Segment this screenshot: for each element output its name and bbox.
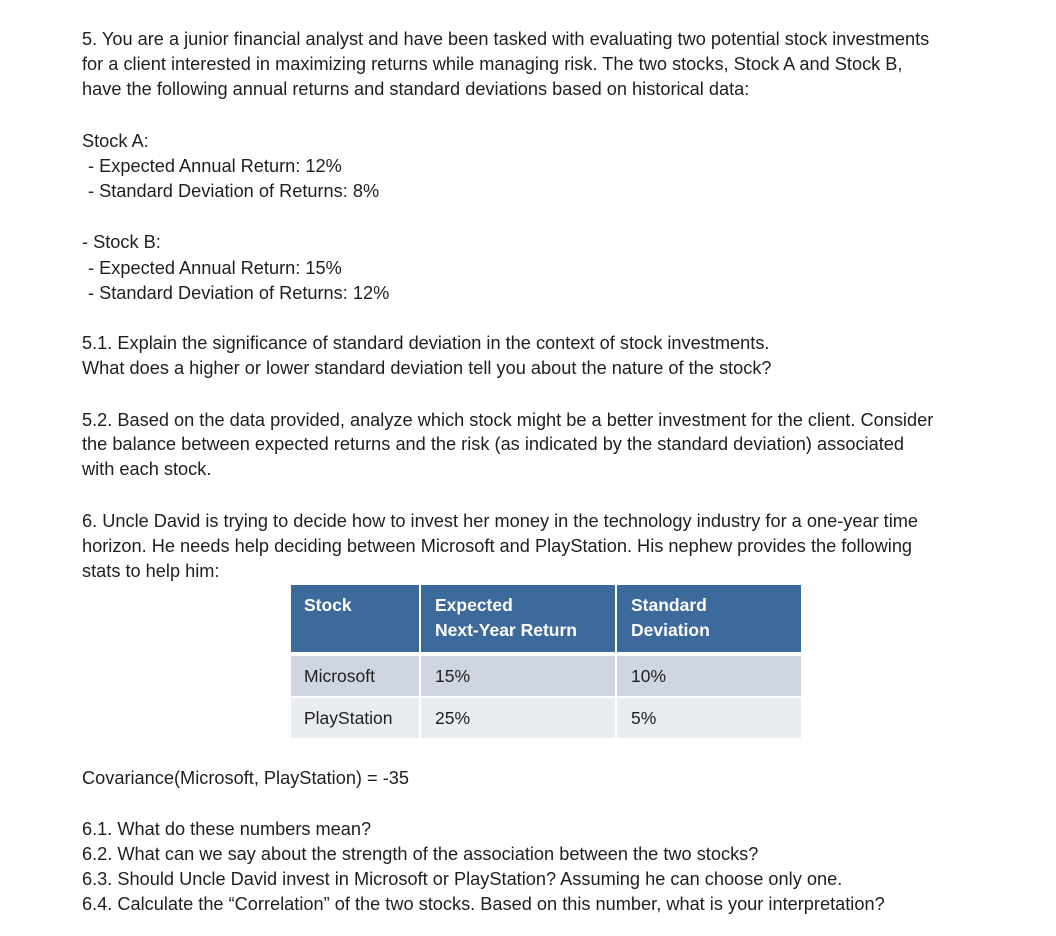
covariance-line: Covariance(Microsoft, PlayStation) = -35	[82, 768, 410, 788]
q5-2-line-2: the balance between expected returns and the risk (as indicated by the standard deviation) associated	[82, 434, 904, 454]
header-divider	[615, 585, 617, 652]
q5-intro-line-2: for a client interested in maximizing returns while managing risk. The two stocks, Stock A and Stock B,	[82, 54, 903, 74]
header-return-line-1: Expected	[435, 595, 513, 615]
q5-2-line-3: with each stock.	[82, 459, 212, 479]
q6-4: 6.4. Calculate the “Correlation” of the two stocks. Based on this number, what is your interpretation?	[82, 894, 885, 914]
header-return-line-2: Next-Year Return	[435, 620, 577, 640]
stats-table-header	[291, 585, 801, 652]
q6-intro-line-1: 6. Uncle David is trying to decide how to invest her money in the technology industry for a one-year time	[82, 511, 919, 531]
stock-a-std: - Standard Deviation of Returns: 8%	[88, 181, 380, 201]
stock-b-label: - Stock B:	[82, 232, 161, 252]
q5-1-line-2: What does a higher or lower standard deviation tell you about the nature of the stock?	[82, 358, 772, 378]
q6-intro-line-3: stats to help him:	[82, 561, 220, 581]
q6-1: 6.1. What do these numbers mean?	[82, 819, 372, 839]
q6-3: 6.3. Should Uncle David invest in Microsoft or PlayStation? Assuming he can choose only one.	[82, 869, 843, 889]
cell-divider	[615, 698, 617, 738]
cell-stock: PlayStation	[304, 708, 393, 728]
cell-divider	[615, 656, 617, 696]
q5-2-line-1: 5.2. Based on the data provided, analyze which stock might be a better investment for the client. Consider	[82, 410, 934, 430]
stock-b-std: - Standard Deviation of Returns: 12%	[88, 283, 390, 303]
header-standard-deviation	[631, 585, 791, 652]
table-row	[291, 698, 801, 738]
q5-intro-line-1: 5. You are a junior financial analyst and have been tasked with evaluating two potential stock investments	[82, 29, 930, 49]
header-divider	[419, 585, 421, 652]
q6-intro-line-2: horizon. He needs help deciding between Microsoft and PlayStation. His nephew provides the following	[82, 536, 913, 556]
cell-divider	[419, 656, 421, 696]
header-stock: Stock	[304, 595, 352, 615]
q5-intro-line-3: have the following annual returns and standard deviations based on historical data:	[82, 79, 750, 99]
header-expected-return	[435, 585, 615, 652]
table-row	[291, 656, 801, 696]
stock-b-return: - Expected Annual Return: 15%	[88, 258, 342, 278]
q5-1-line-1: 5.1. Explain the significance of standard deviation in the context of stock investments.	[82, 333, 770, 353]
stock-a-return: - Expected Annual Return: 12%	[88, 156, 342, 176]
cell-std: 10%	[631, 666, 667, 686]
cell-stock: Microsoft	[304, 666, 375, 686]
q6-2: 6.2. What can we say about the strength of the association between the two stocks?	[82, 844, 759, 864]
stock-a-label: Stock A:	[82, 131, 149, 151]
header-std-line-2: Deviation	[631, 620, 710, 640]
cell-std: 5%	[631, 708, 657, 728]
cell-divider	[419, 698, 421, 738]
header-std-line-1: Standard	[631, 595, 707, 615]
cell-return: 15%	[435, 666, 471, 686]
cell-return: 25%	[435, 708, 471, 728]
